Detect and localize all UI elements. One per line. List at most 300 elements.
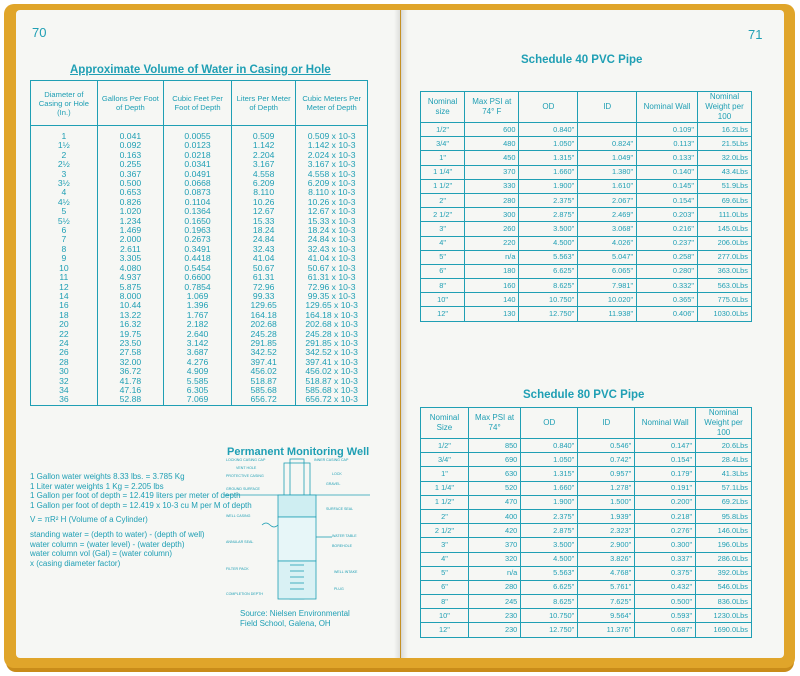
well-label: VENT HOLE (236, 466, 257, 470)
table-cell: 10.26 (232, 198, 296, 207)
table-cell: 130 (465, 307, 519, 321)
table-cell: 4" (421, 236, 465, 250)
table-cell: 518.87 x 10-3 (296, 377, 368, 386)
table-cell: 1030.0Lbs (697, 307, 751, 321)
table-cell: 4.558 x 10-3 (296, 170, 368, 179)
table-cell: 95.8Lbs (696, 509, 752, 523)
table-cell: 585.68 x 10-3 (296, 386, 368, 395)
table-cell: 0.092 (97, 141, 163, 150)
table-row (31, 395, 368, 405)
table-cell: 3.167 (232, 160, 296, 169)
table-cell: 4" (421, 552, 469, 566)
table-cell: 15.33 x 10-3 (296, 217, 368, 226)
table-cell: 12" (421, 623, 469, 637)
table-cell: 6.209 x 10-3 (296, 179, 368, 188)
table-cell: 280 (468, 580, 520, 594)
table-cell: 1.939" (578, 509, 635, 523)
column-header: Nominal size (421, 92, 465, 123)
table-cell: 0.255 (97, 160, 163, 169)
table-cell: 5" (421, 566, 469, 580)
table-cell: 12 (31, 283, 98, 292)
table-cell: 3.068" (578, 222, 637, 236)
column-header: ID (578, 408, 635, 439)
table-cell: 2" (421, 509, 469, 523)
column-header: Liters Per Meter of Depth (232, 81, 296, 126)
well-label: SURFACE SEAL (326, 507, 354, 511)
column-header: Diameter of Casing or Hole (In.) (31, 81, 98, 126)
table-cell: 18 (31, 311, 98, 320)
table-cell: 51.9Lbs (697, 179, 751, 193)
table-cell: 342.52 x 10-3 (296, 348, 368, 357)
table-cell: 16.32 (97, 320, 163, 329)
left-page-number: 70 (32, 25, 47, 40)
table-cell: 34 (31, 386, 98, 395)
table-cell: 3 (31, 170, 98, 179)
table-cell: 3/4" (421, 453, 469, 467)
table-cell: 1.315" (519, 151, 578, 165)
table-row (421, 123, 752, 137)
note-line: V = πR² H (Volume of a Cylinder) (30, 515, 148, 525)
table-cell: 5.761" (578, 580, 635, 594)
table-cell: 2 (31, 151, 98, 160)
table-cell: 2.375" (521, 509, 578, 523)
table-cell: 1.380" (578, 165, 637, 179)
table-row (421, 151, 752, 165)
table-row (421, 179, 752, 193)
table-cell: 363.0Lbs (697, 264, 751, 278)
table-cell: 5.585 (164, 377, 232, 386)
table-row (421, 509, 752, 523)
table-cell: 6.305 (164, 386, 232, 395)
table-cell: 196.0Lbs (696, 538, 752, 552)
table-cell: 1½ (31, 141, 98, 150)
table-cell: 1.050" (521, 453, 578, 467)
table-cell: 277.0Lbs (697, 250, 751, 264)
table-cell: 52.88 (97, 395, 163, 405)
table-cell: 1" (421, 151, 465, 165)
table-cell: 4.768" (578, 566, 635, 580)
filter-pack-shape (278, 561, 316, 599)
table-cell: 41.3Lbs (696, 467, 752, 481)
table-cell: 3.142 (164, 339, 232, 348)
table-cell: 99.35 x 10-3 (296, 292, 368, 301)
table-cell: 3" (421, 222, 465, 236)
table-cell: n/a (465, 250, 519, 264)
table-cell: 10.44 (97, 301, 163, 310)
well-label: WELL CASING (226, 514, 251, 518)
table-cell: 0.280" (637, 264, 698, 278)
table-cell: 0.191" (635, 481, 696, 495)
table-cell: 0.154" (635, 453, 696, 467)
note-line: standing water = (depth to water) - (depth of well) (30, 529, 205, 539)
column-header: Max PSI at 74° F (465, 92, 519, 123)
table-cell: 0.1963 (164, 226, 232, 235)
column-header: OD (519, 92, 578, 123)
column-header: ID (578, 92, 637, 123)
table-cell: 1.500" (578, 495, 635, 509)
table-cell: 9 (31, 254, 98, 263)
column-header: Gallons Per Foot of Depth (97, 81, 163, 126)
table-cell: 57.1Lbs (696, 481, 752, 495)
table-cell: 370 (465, 165, 519, 179)
table-cell: 836.0Lbs (696, 595, 752, 609)
table-cell: 656.72 x 10-3 (296, 395, 368, 405)
table-cell: 16 (31, 301, 98, 310)
table-cell: 10.750" (519, 293, 578, 307)
table-cell: 12.67 (232, 207, 296, 216)
table-cell: 18.24 x 10-3 (296, 226, 368, 235)
table-cell: 0.6600 (164, 273, 232, 282)
table-cell: 1.610" (578, 179, 637, 193)
volume-table-title: Approximate Volume of Water in Casing or Hole (70, 64, 331, 76)
table-cell: 0.500 (97, 179, 163, 188)
table-cell: 41.04 x 10-3 (296, 254, 368, 263)
table-cell: 518.87 (232, 377, 296, 386)
table-cell (578, 123, 637, 137)
volume-table-header (31, 81, 368, 126)
table-row (421, 264, 752, 278)
table-cell: 5.563" (519, 250, 578, 264)
table-cell: 21.5Lbs (697, 137, 751, 151)
table-row (421, 222, 752, 236)
table-row (421, 538, 752, 552)
table-cell: 0.1104 (164, 198, 232, 207)
table-cell: 6 (31, 226, 98, 235)
table-cell: 36.72 (97, 367, 163, 376)
table-cell: 0.0873 (164, 188, 232, 197)
table-cell: 2.204 (232, 151, 296, 160)
table-cell: 8 (31, 245, 98, 254)
source-credit (240, 609, 350, 629)
table-cell: 0.332" (637, 279, 698, 293)
table-cell: 0.113" (637, 137, 698, 151)
table-cell: 0.237" (637, 236, 698, 250)
sch80-header (421, 408, 752, 439)
table-cell: 2.469" (578, 208, 637, 222)
note-line: x (casing diameter factor) (30, 558, 121, 568)
table-cell: 470 (468, 495, 520, 509)
table-cell: 12.750" (519, 307, 578, 321)
table-cell: 0.500" (635, 595, 696, 609)
table-cell: 0.0123 (164, 141, 232, 150)
table-cell: 13.22 (97, 311, 163, 320)
table-cell: 43.4Lbs (697, 165, 751, 179)
table-cell: 1.315" (521, 467, 578, 481)
table-cell: 6.209 (232, 179, 296, 188)
table-row (421, 495, 752, 509)
sch40-header (421, 92, 752, 123)
table-row (421, 552, 752, 566)
table-cell: 69.6Lbs (697, 193, 751, 207)
note-line: water column = (water level) - (water depth) (30, 539, 185, 549)
table-cell: 202.68 (232, 320, 296, 329)
well-label: PROTECTIVE CASING (226, 474, 264, 478)
table-cell: 129.65 (232, 301, 296, 310)
table-cell: 220 (465, 236, 519, 250)
well-label: WELL INTAKE (334, 570, 358, 574)
note-line: 1 Liter water weights 1 Kg = 2.205 lbs (30, 481, 164, 491)
table-cell: 7.625" (578, 595, 635, 609)
column-header: Cubic Meters Per Meter of Depth (296, 81, 368, 126)
table-cell: 61.31 (232, 273, 296, 282)
table-cell: 10.020" (578, 293, 637, 307)
column-header: Nominal Wall (637, 92, 698, 123)
table-cell: 2.000 (97, 235, 163, 244)
table-cell: 24.84 (232, 235, 296, 244)
table-cell: 4.937 (97, 273, 163, 282)
table-cell: 99.33 (232, 292, 296, 301)
sch40-body (421, 123, 752, 322)
table-cell: 2.375" (519, 193, 578, 207)
table-cell: 2.182 (164, 320, 232, 329)
table-cell: 146.0Lbs (696, 524, 752, 538)
table-cell: 2" (421, 193, 465, 207)
well-label: LOCK (332, 472, 342, 476)
sch40-title: Schedule 40 PVC Pipe (521, 54, 643, 66)
table-row (421, 250, 752, 264)
table-cell: 291.85 x 10-3 (296, 339, 368, 348)
table-cell: 300 (465, 208, 519, 222)
column-header: OD (521, 408, 578, 439)
table-cell: 1.069 (164, 292, 232, 301)
table-cell: 230 (468, 609, 520, 623)
table-cell: 450 (465, 151, 519, 165)
table-cell: 0.840" (521, 439, 578, 453)
column-header: Nominal Size (421, 408, 469, 439)
table-row (421, 623, 752, 637)
table-cell: 4 (31, 188, 98, 197)
table-cell: 0.300" (635, 538, 696, 552)
table-cell: 2 1/2" (421, 524, 469, 538)
table-cell: 245.28 x 10-3 (296, 330, 368, 339)
table-cell: 5 (31, 207, 98, 216)
table-cell: 0.0055 (164, 126, 232, 142)
table-cell: 2.900" (578, 538, 635, 552)
table-cell: 69.2Lbs (696, 495, 752, 509)
table-cell: 0.0218 (164, 151, 232, 160)
table-cell: 5.563" (521, 566, 578, 580)
table-cell: 6" (421, 264, 465, 278)
table-cell: 3.500" (521, 538, 578, 552)
table-cell: 1.900" (519, 179, 578, 193)
table-cell: 27.58 (97, 348, 163, 357)
table-cell: 8.000 (97, 292, 163, 301)
table-row (421, 165, 752, 179)
table-cell: 286.0Lbs (696, 552, 752, 566)
table-cell: 230 (468, 623, 520, 637)
table-cell: 2.875" (521, 524, 578, 538)
table-cell: 0.041 (97, 126, 163, 142)
table-cell: 260 (465, 222, 519, 236)
table-cell: 0.826 (97, 198, 163, 207)
table-cell: 36 (31, 395, 98, 405)
table-cell: 0.0491 (164, 170, 232, 179)
table-row (421, 566, 752, 580)
table-cell: 10 (31, 264, 98, 273)
table-cell: 0.203" (637, 208, 698, 222)
table-cell: 1.660" (519, 165, 578, 179)
table-cell: 0.179" (635, 467, 696, 481)
table-cell: 1 1/2" (421, 495, 469, 509)
table-cell: 3.305 (97, 254, 163, 263)
table-cell: 206.0Lbs (697, 236, 751, 250)
table-cell: 0.824" (578, 137, 637, 151)
table-cell: 0.145" (637, 179, 698, 193)
table-cell: 0.2673 (164, 235, 232, 244)
table-cell: 140 (465, 293, 519, 307)
table-cell: 12" (421, 307, 465, 321)
well-label: WATER TABLE (332, 534, 357, 538)
table-cell: 20 (31, 320, 98, 329)
table-cell: 10.750" (521, 609, 578, 623)
table-row (421, 208, 752, 222)
table-cell: 3.687 (164, 348, 232, 357)
table-cell: 392.0Lbs (696, 566, 752, 580)
table-cell: 1.900" (521, 495, 578, 509)
table-row (421, 453, 752, 467)
table-cell: 563.0Lbs (697, 279, 751, 293)
table-cell: 0.593" (635, 609, 696, 623)
well-label: PLUG (334, 587, 344, 591)
book-gutter (394, 10, 408, 658)
table-cell: 24 (31, 339, 98, 348)
table-cell: 0.133" (637, 151, 698, 165)
table-cell: 0.3491 (164, 245, 232, 254)
table-cell: 1 (31, 126, 98, 142)
table-cell: 1.050" (519, 137, 578, 151)
table-row (421, 580, 752, 594)
table-cell: 2.875" (519, 208, 578, 222)
table-cell: 2½ (31, 160, 98, 169)
table-cell: 456.02 (232, 367, 296, 376)
table-cell: 32.43 x 10-3 (296, 245, 368, 254)
table-cell: 1 1/2" (421, 179, 465, 193)
table-cell: 28 (31, 358, 98, 367)
table-cell: 164.18 x 10-3 (296, 311, 368, 320)
right-page-number: 71 (748, 27, 763, 42)
table-cell: 160 (465, 279, 519, 293)
table-cell: 0.109" (637, 123, 698, 137)
table-cell: 1.234 (97, 217, 163, 226)
table-cell: 23.50 (97, 339, 163, 348)
table-cell: 630 (468, 467, 520, 481)
table-cell: 3.167 x 10-3 (296, 160, 368, 169)
table-cell: 7.069 (164, 395, 232, 405)
annular-seal-shape (278, 517, 316, 561)
table-cell: 1.142 (232, 141, 296, 150)
sch80-title: Schedule 80 PVC Pipe (523, 389, 645, 401)
table-cell: 0.276" (635, 524, 696, 538)
table-cell: 0.365" (637, 293, 698, 307)
table-cell: 420 (468, 524, 520, 538)
table-cell: 342.52 (232, 348, 296, 357)
table-cell: 4.500" (521, 552, 578, 566)
note-line: water column vol (Gal) = (water column) (30, 549, 173, 559)
table-row (421, 595, 752, 609)
surface-seal-shape (278, 495, 316, 517)
table-cell: 41.78 (97, 377, 163, 386)
table-cell: 1.396 (164, 301, 232, 310)
table-cell: 0.216" (637, 222, 698, 236)
table-cell: 0.367 (97, 170, 163, 179)
table-cell: 0.1364 (164, 207, 232, 216)
sch80-table (420, 407, 752, 638)
table-cell: 320 (468, 552, 520, 566)
table-cell: 6.625" (521, 580, 578, 594)
column-header: Max PSI at 74° (468, 408, 520, 439)
table-cell: 5½ (31, 217, 98, 226)
table-cell: 10" (421, 609, 469, 623)
table-row (421, 236, 752, 250)
table-cell: 5.875 (97, 283, 163, 292)
table-cell: 15.33 (232, 217, 296, 226)
conversion-notes (30, 472, 250, 568)
table-cell: 8.625" (519, 279, 578, 293)
table-cell: 4.500" (519, 236, 578, 250)
table-cell: 245 (468, 595, 520, 609)
table-cell: 0.154" (637, 193, 698, 207)
table-cell: 291.85 (232, 339, 296, 348)
well-label: COMPLETION DEPTH (226, 592, 263, 596)
table-cell: 0.509 (232, 126, 296, 142)
table-cell: 3/4" (421, 137, 465, 151)
table-cell: 24.84 x 10-3 (296, 235, 368, 244)
volume-table (30, 80, 368, 406)
well-label: LOCKING CASING CAP (226, 458, 266, 462)
table-cell: 0.5454 (164, 264, 232, 273)
table-cell: 4.909 (164, 367, 232, 376)
column-header: Nominal Weight per 100 (696, 408, 752, 439)
table-cell: 11.376" (578, 623, 635, 637)
table-cell: 47.16 (97, 386, 163, 395)
table-cell: 32.43 (232, 245, 296, 254)
table-cell: 397.41 x 10-3 (296, 358, 368, 367)
table-cell: 4.276 (164, 358, 232, 367)
table-cell: 0.653 (97, 188, 163, 197)
table-cell: 202.68 x 10-3 (296, 320, 368, 329)
table-cell: 0.163 (97, 151, 163, 160)
table-cell: 0.4418 (164, 254, 232, 263)
table-cell: 50.67 x 10-3 (296, 264, 368, 273)
well-label: GRAVEL (326, 482, 341, 486)
table-row (421, 279, 752, 293)
table-cell: 0.546" (578, 439, 635, 453)
table-cell: 32.0Lbs (697, 151, 751, 165)
table-cell: 8.625" (521, 595, 578, 609)
table-cell: 0.200" (635, 495, 696, 509)
table-cell: 0.840" (519, 123, 578, 137)
table-cell: 6.065" (578, 264, 637, 278)
table-cell: 5" (421, 250, 465, 264)
table-cell: 18.24 (232, 226, 296, 235)
table-cell: 3" (421, 538, 469, 552)
table-cell: 10" (421, 293, 465, 307)
table-cell: 180 (465, 264, 519, 278)
table-cell: 12.750" (521, 623, 578, 637)
table-cell: 22 (31, 330, 98, 339)
table-cell: 6.625" (519, 264, 578, 278)
column-header: Cubic Feet Per Foot of Depth (164, 81, 232, 126)
table-row (421, 467, 752, 481)
table-row (421, 609, 752, 623)
table-cell: 656.72 (232, 395, 296, 405)
volume-table-body (31, 126, 368, 406)
table-cell: 1.469 (97, 226, 163, 235)
table-cell: 129.65 x 10-3 (296, 301, 368, 310)
table-cell: 1.767 (164, 311, 232, 320)
table-cell: 546.0Lbs (696, 580, 752, 594)
table-cell: 111.0Lbs (697, 208, 751, 222)
